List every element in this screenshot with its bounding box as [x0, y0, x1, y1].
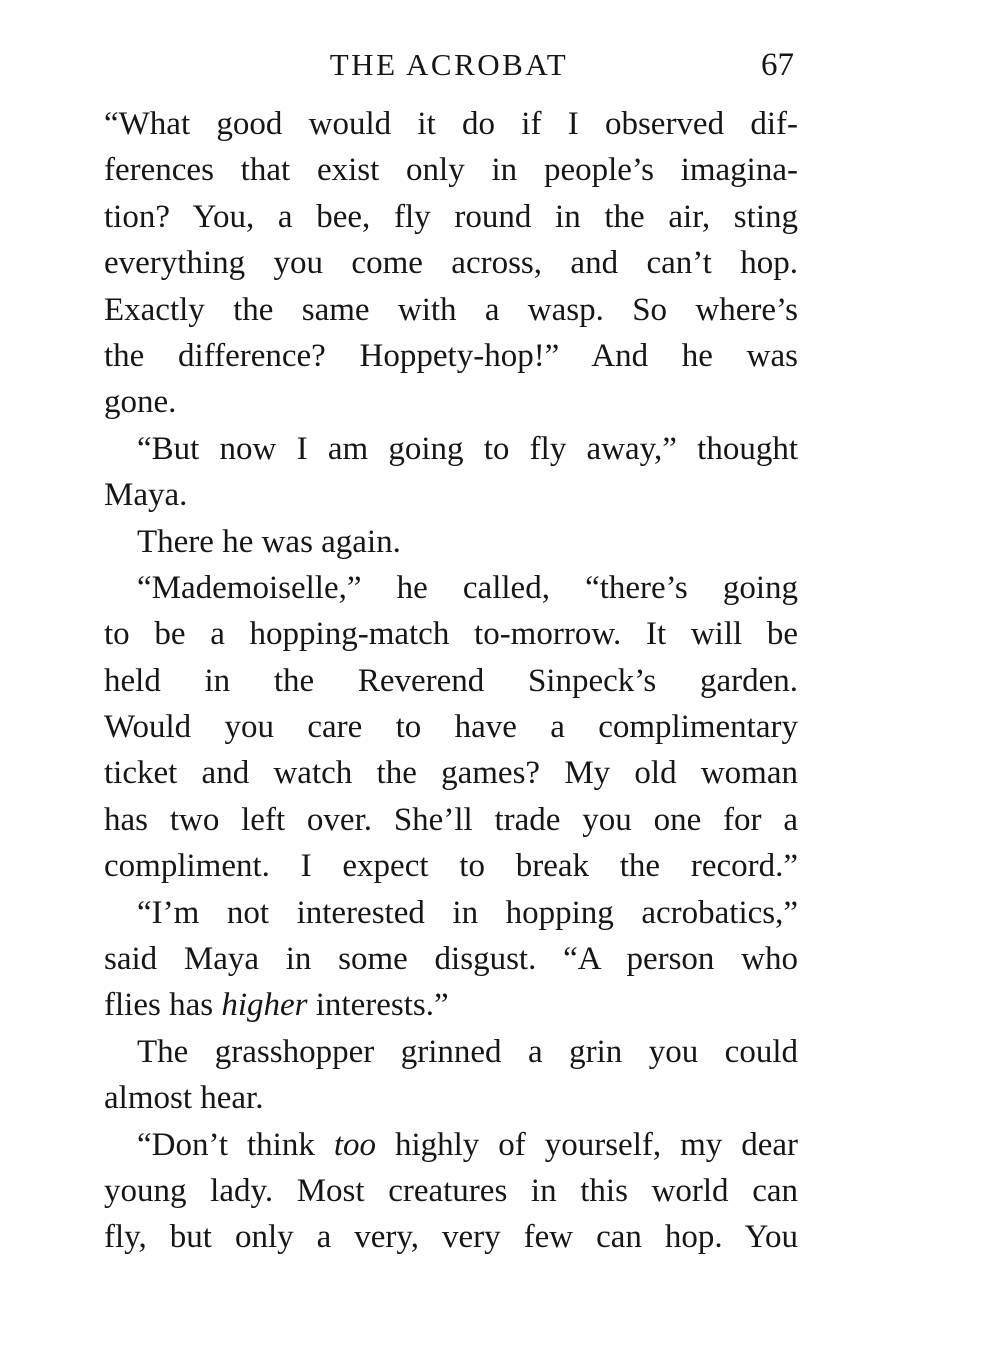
text-line: Maya.	[104, 477, 188, 514]
page-header	[104, 42, 794, 88]
page-number: 67	[761, 47, 794, 83]
text-line: everything you come across, and can’t hop.	[104, 245, 798, 282]
body-text	[104, 101, 798, 1261]
text-line: the difference? Hoppety-hop!” And he was	[104, 337, 798, 374]
text-line: young lady. Most creatures in this world can	[104, 1172, 798, 1209]
text-segment: “Don’t think	[137, 1126, 334, 1163]
emphasis-text: too	[333, 1126, 376, 1163]
text-segment: flies has	[104, 987, 222, 1024]
text-line: “Mademoiselle,” he called, “there’s going	[137, 569, 798, 606]
text-line: ticket and watch the games? My old woman	[104, 755, 798, 792]
text-line: fly, but only a very, very few can hop. You	[104, 1219, 798, 1256]
text-line: “What good would it do if I observed dif-	[104, 106, 798, 142]
text-line: There he was again.	[137, 523, 401, 560]
text-line: has two left over. She’ll trade you one for a	[104, 801, 798, 838]
text-line: to be a hopping-match to-morrow. It will be	[104, 616, 798, 653]
text-line: “I’m not interested in hopping acrobatics,”	[137, 894, 798, 931]
text-line: The grasshopper grinned a grin you could	[137, 1033, 798, 1070]
text-segment: interests.”	[307, 987, 449, 1024]
text-line: gone.	[104, 384, 177, 421]
running-head: THE ACROBAT	[329, 47, 569, 82]
text-line: tion? You, a bee, fly round in the air, sting	[104, 198, 798, 235]
text-line: ferences that exist only in people’s imagina-	[104, 152, 798, 189]
text-line: “But now I am going to fly away,” thought	[137, 430, 798, 467]
text-line: almost hear.	[104, 1080, 264, 1117]
text-line	[104, 1122, 798, 1168]
text-line: compliment. I expect to break the record.”	[104, 848, 798, 885]
text-line	[104, 982, 798, 1028]
emphasis-text: higher	[221, 987, 308, 1024]
text-line: held in the Reverend Sinpeck’s garden.	[104, 662, 798, 699]
text-line: Would you care to have a complimentary	[104, 709, 798, 746]
text-segment: highly of yourself, my dear	[375, 1126, 798, 1163]
text-line: said Maya in some disgust. “A person who	[104, 941, 798, 978]
text-line: Exactly the same with a wasp. So where’s	[104, 291, 798, 328]
